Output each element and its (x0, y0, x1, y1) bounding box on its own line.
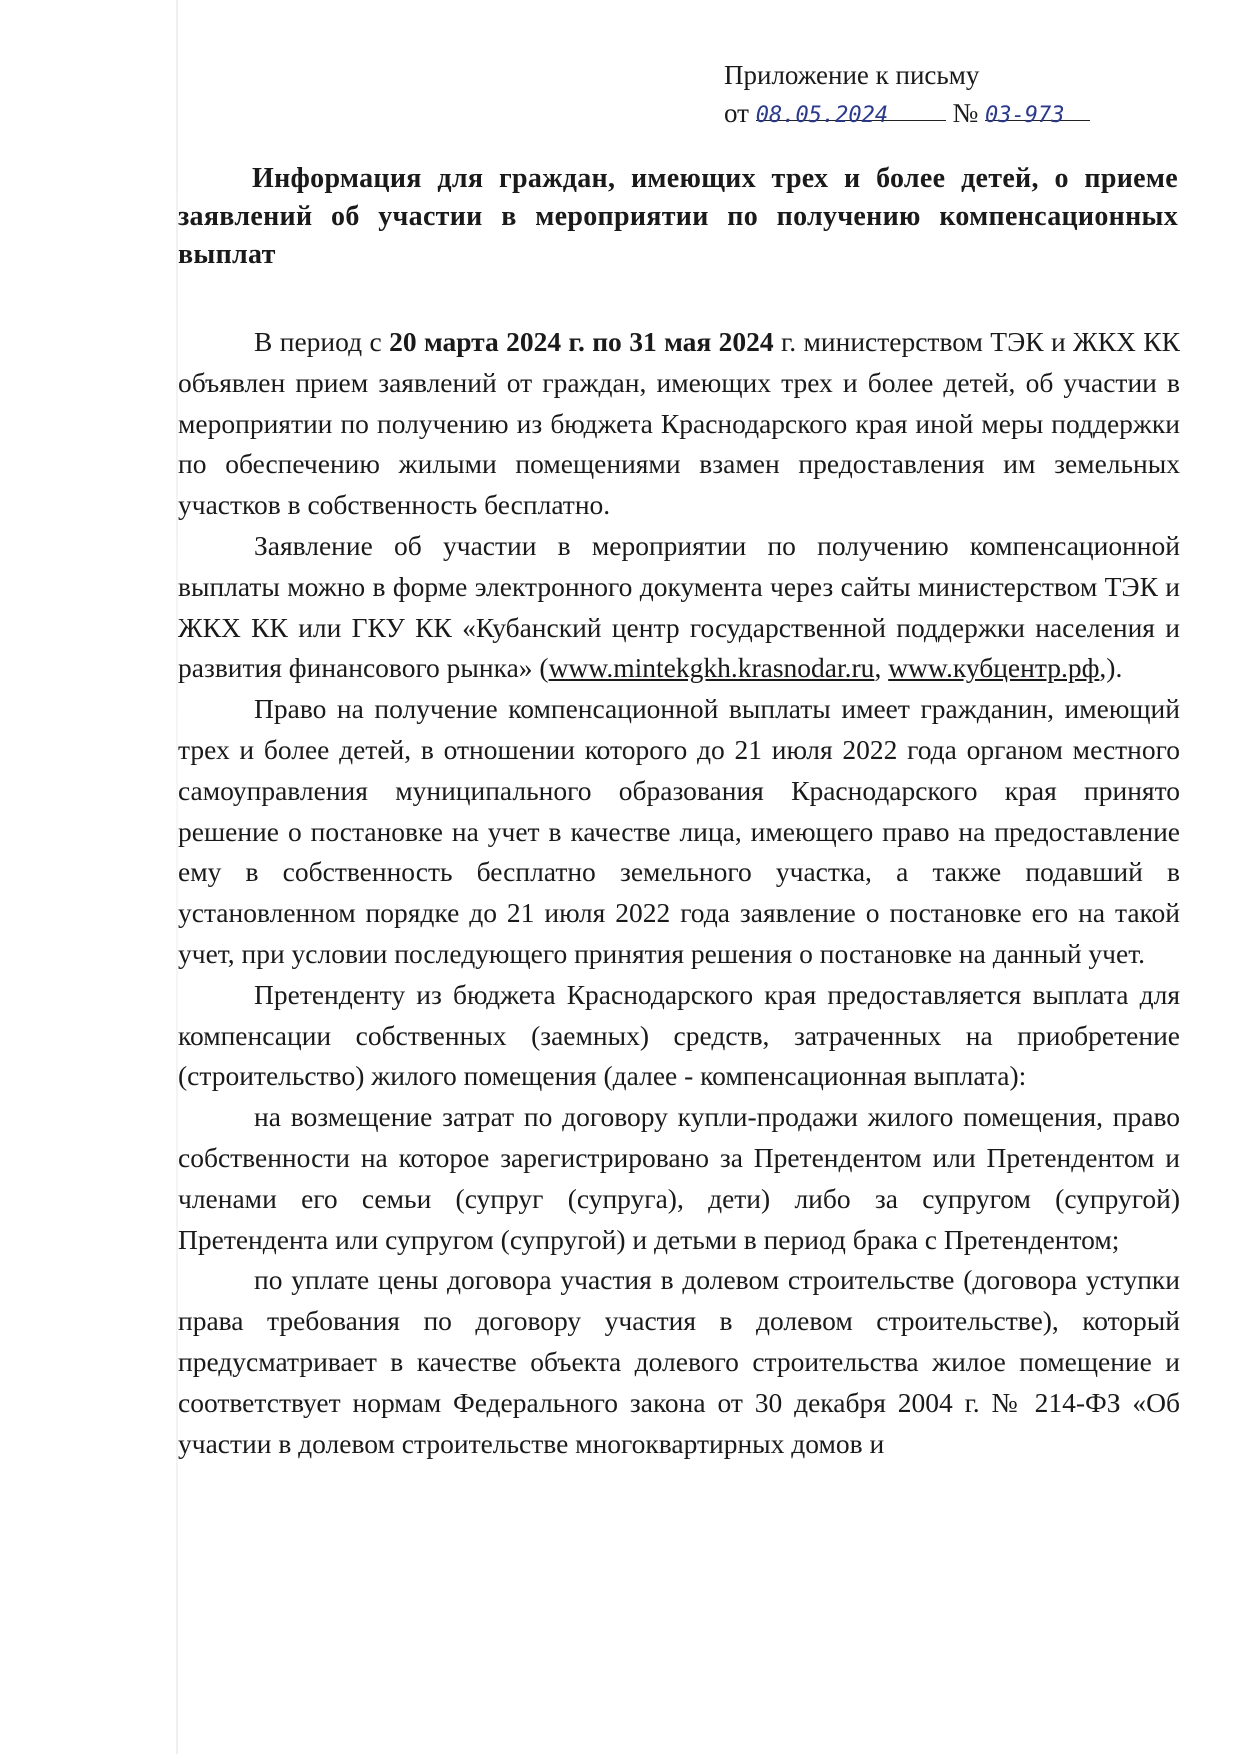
p2-text-2: ,). (1099, 652, 1123, 684)
letter-attachment-header (724, 56, 1090, 132)
from-label: от (724, 98, 749, 128)
number-field (984, 94, 1090, 128)
title-text: Информация для граждан, имеющих трех и более детей, о приеме заявлений об участии в мероприятии по получению компенсационных выплат (178, 163, 1178, 270)
kubcentr-link[interactable]: www.кубцентр.рф (888, 652, 1100, 684)
paragraph-shared-construction: по уплате цены договора участия в долевом строительстве (договора уступки права требования по договору участия в долевом строительстве), который предусматривает в качестве объекта долевого строительства жилое помещение и соответствует нормам Федерального закона от 30 декабря 2004 г. № 214-ФЗ «Об участии в долевом строительстве многоквартирных домов и (178, 1264, 1180, 1459)
paragraph-right: Право на получение компенсационной выплаты имеет гражданин, имеющий трех и более детей, в отношении которого до 21 июля 2022 года органом местного самоуправления муниципального образования Краснодарского края принято решение о постановке на учет в качестве лица, имеющего право на предоставление ему в собственность бесплатно земельного участка, а также подавший в установленном порядке до 21 июля 2022 года заявление о постановке его на такой учет, при условии последующего принятия решения о постановке на данный учет. (178, 693, 1180, 969)
handwritten-date: 08.05.2024 (755, 103, 889, 128)
header-line-1: Приложение к письму (724, 60, 980, 90)
paragraph-purchase: на возмещение затрат по договору купли-продажи жилого помещения, право собственности на которое зарегистрировано за Претендентом или Претендентом и членами его семьи (супруг (супруга), дети) либо за супругом (супругой) Претендента или супругом (супругой) и детьми в период брака с Претендентом; (178, 1101, 1180, 1255)
header-line-2 (724, 94, 1090, 132)
number-label: № (952, 98, 979, 128)
p2-text-1: Заявление об участии в мероприятии по получению компенсационной выплаты можно в форме электронного документа через сайты министерством ТЭК и ЖКХ КК или ГКУ КК «Кубанский центр государственной поддержки населения и развития финансового рынка» ( (178, 529, 1180, 684)
date-field (755, 94, 946, 128)
mintekgkh-link[interactable]: www.mintekgkh.krasnodar.ru (548, 652, 875, 684)
p2-separator: , (874, 652, 889, 684)
document-title (178, 160, 1178, 274)
document-body (178, 322, 1180, 1464)
p1-dates-bold: 20 марта 2024 г. по 31 мая 2024 (389, 326, 774, 357)
paragraph-period (178, 322, 1180, 526)
p1-text-2: г. министерством ТЭК и ЖКХ КК объявлен прием заявлений от граждан, имеющих трех и более детей, об участии в мероприятии по получению из бюджета Краснодарского края иной меры поддержки по обеспечению жилыми помещениями взамен предоставления им земельных участков в собственность бесплатно. (178, 326, 1180, 521)
handwritten-number: 03-973 (984, 103, 1065, 128)
paragraph-compensation: Претенденту из бюджета Краснодарского края предоставляется выплата для компенсации собственных (заемных) средств, затраченных на приобретение (строительство) жилого помещения (далее - компенсационная выплата): (178, 978, 1180, 1092)
paragraph-application (178, 526, 1180, 689)
p1-text-1: В период с (254, 326, 390, 357)
